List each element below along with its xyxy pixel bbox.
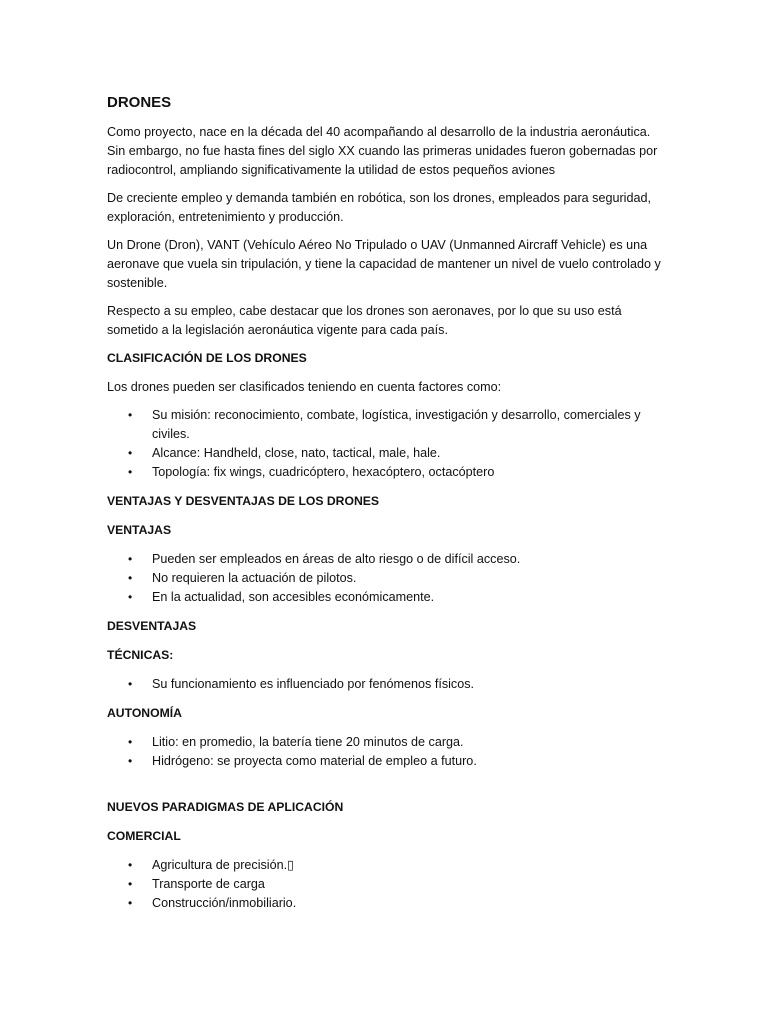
list-item — [107, 463, 667, 482]
list-autonomia — [107, 733, 667, 771]
list-item — [107, 406, 667, 444]
bullet-icon: • — [128, 858, 133, 872]
bullet-icon: • — [128, 465, 133, 479]
list-item — [107, 569, 667, 588]
list-item — [107, 752, 667, 771]
document-page — [107, 93, 667, 923]
bullet-icon: • — [128, 552, 133, 566]
subheading-comercial: COMERCIAL — [107, 829, 181, 843]
bullet-icon: • — [128, 408, 133, 422]
section-heading-clasificacion: CLASIFICACIÓN DE LOS DRONES — [107, 351, 307, 365]
list-item — [107, 733, 667, 752]
list-item-text: Pueden ser empleados en áreas de alto riesgo o de difícil acceso. — [152, 552, 521, 566]
list-item — [107, 875, 667, 894]
list-item-text: Litio: en promedio, la batería tiene 20 minutos de carga. — [152, 735, 464, 749]
section-heading-paradigmas: NUEVOS PARADIGMAS DE APLICACIÓN — [107, 800, 344, 814]
list-item — [107, 444, 667, 463]
list-item — [107, 588, 667, 607]
bullet-icon: • — [128, 877, 133, 891]
spacer — [107, 781, 667, 798]
bullet-icon: • — [128, 677, 133, 691]
bullet-icon: • — [128, 446, 133, 460]
bullet-icon: • — [128, 735, 133, 749]
list-item-text: Su misión: reconocimiento, combate, logística, investigación y desarrollo, comerciales y civiles. — [152, 408, 641, 441]
subheading-ventajas: VENTAJAS — [107, 523, 172, 537]
paragraph-clasificacion-intro: Los drones pueden ser clasificados teniendo en cuenta factores como: — [107, 380, 502, 394]
list-tecnicas — [107, 675, 667, 694]
bullet-icon: • — [128, 590, 133, 604]
list-item — [107, 856, 667, 875]
section-heading-ventajas-desventajas: VENTAJAS Y DESVENTAJAS DE LOS DRONES — [107, 494, 380, 508]
list-comercial — [107, 856, 667, 913]
list-ventajas — [107, 550, 667, 607]
subheading-desventajas: DESVENTAJAS — [107, 619, 197, 633]
list-item-text: Construcción/inmobiliario. — [152, 896, 297, 910]
paragraph-uses: De creciente empleo y demanda también en robótica, son los drones, empleados para seguridad, exploración, entretenimiento y producción. — [107, 191, 651, 224]
document-title: DRONES — [107, 94, 172, 111]
list-item-text: No requieren la actuación de pilotos. — [152, 571, 357, 585]
list-item-text: Hidrógeno: se proyecta como material de empleo a futuro. — [152, 754, 477, 768]
list-item-text: Agricultura de precisión.▯ — [152, 858, 295, 872]
list-clasificacion — [107, 406, 667, 482]
bullet-icon: • — [128, 754, 133, 768]
subheading-tecnicas: TÉCNICAS: — [107, 648, 174, 662]
subheading-autonomia: AUTONOMÍA — [107, 706, 182, 720]
bullet-icon: • — [128, 571, 133, 585]
list-item-text: Alcance: Handheld, close, nato, tactical, male, hale. — [152, 446, 441, 460]
list-item-text: En la actualidad, son accesibles económicamente. — [152, 590, 435, 604]
list-item-text: Topología: fix wings, cuadricóptero, hexacóptero, octacóptero — [152, 465, 495, 479]
list-item — [107, 675, 667, 694]
list-item — [107, 550, 667, 569]
bullet-icon: • — [128, 896, 133, 910]
paragraph-origin: Como proyecto, nace en la década del 40 acompañando al desarrollo de la industria aeronáutica. Sin embargo, no fue hasta fines del siglo XX cuando las primeras unidades fueron gobernadas por radiocontrol, ampliando significativamente la utilidad de estos pequeños aviones — [107, 125, 658, 177]
paragraph-legislation: Respecto a su empleo, cabe destacar que los drones son aeronaves, por lo que su uso está sometido a la legislación aeronáutica vigente para cada país. — [107, 304, 622, 337]
list-item-text: Transporte de carga — [152, 877, 265, 891]
list-item-text: Su funcionamiento es influenciado por fenómenos físicos. — [152, 677, 475, 691]
paragraph-definition: Un Drone (Dron), VANT (Vehículo Aéreo No Tripulado o UAV (Unmanned Aircraff Vehicle) es una aeronave que vuela sin tripulación, y tiene la capacidad de mantener un nivel de vuelo controlado y sostenible. — [107, 238, 661, 290]
list-item — [107, 894, 667, 913]
